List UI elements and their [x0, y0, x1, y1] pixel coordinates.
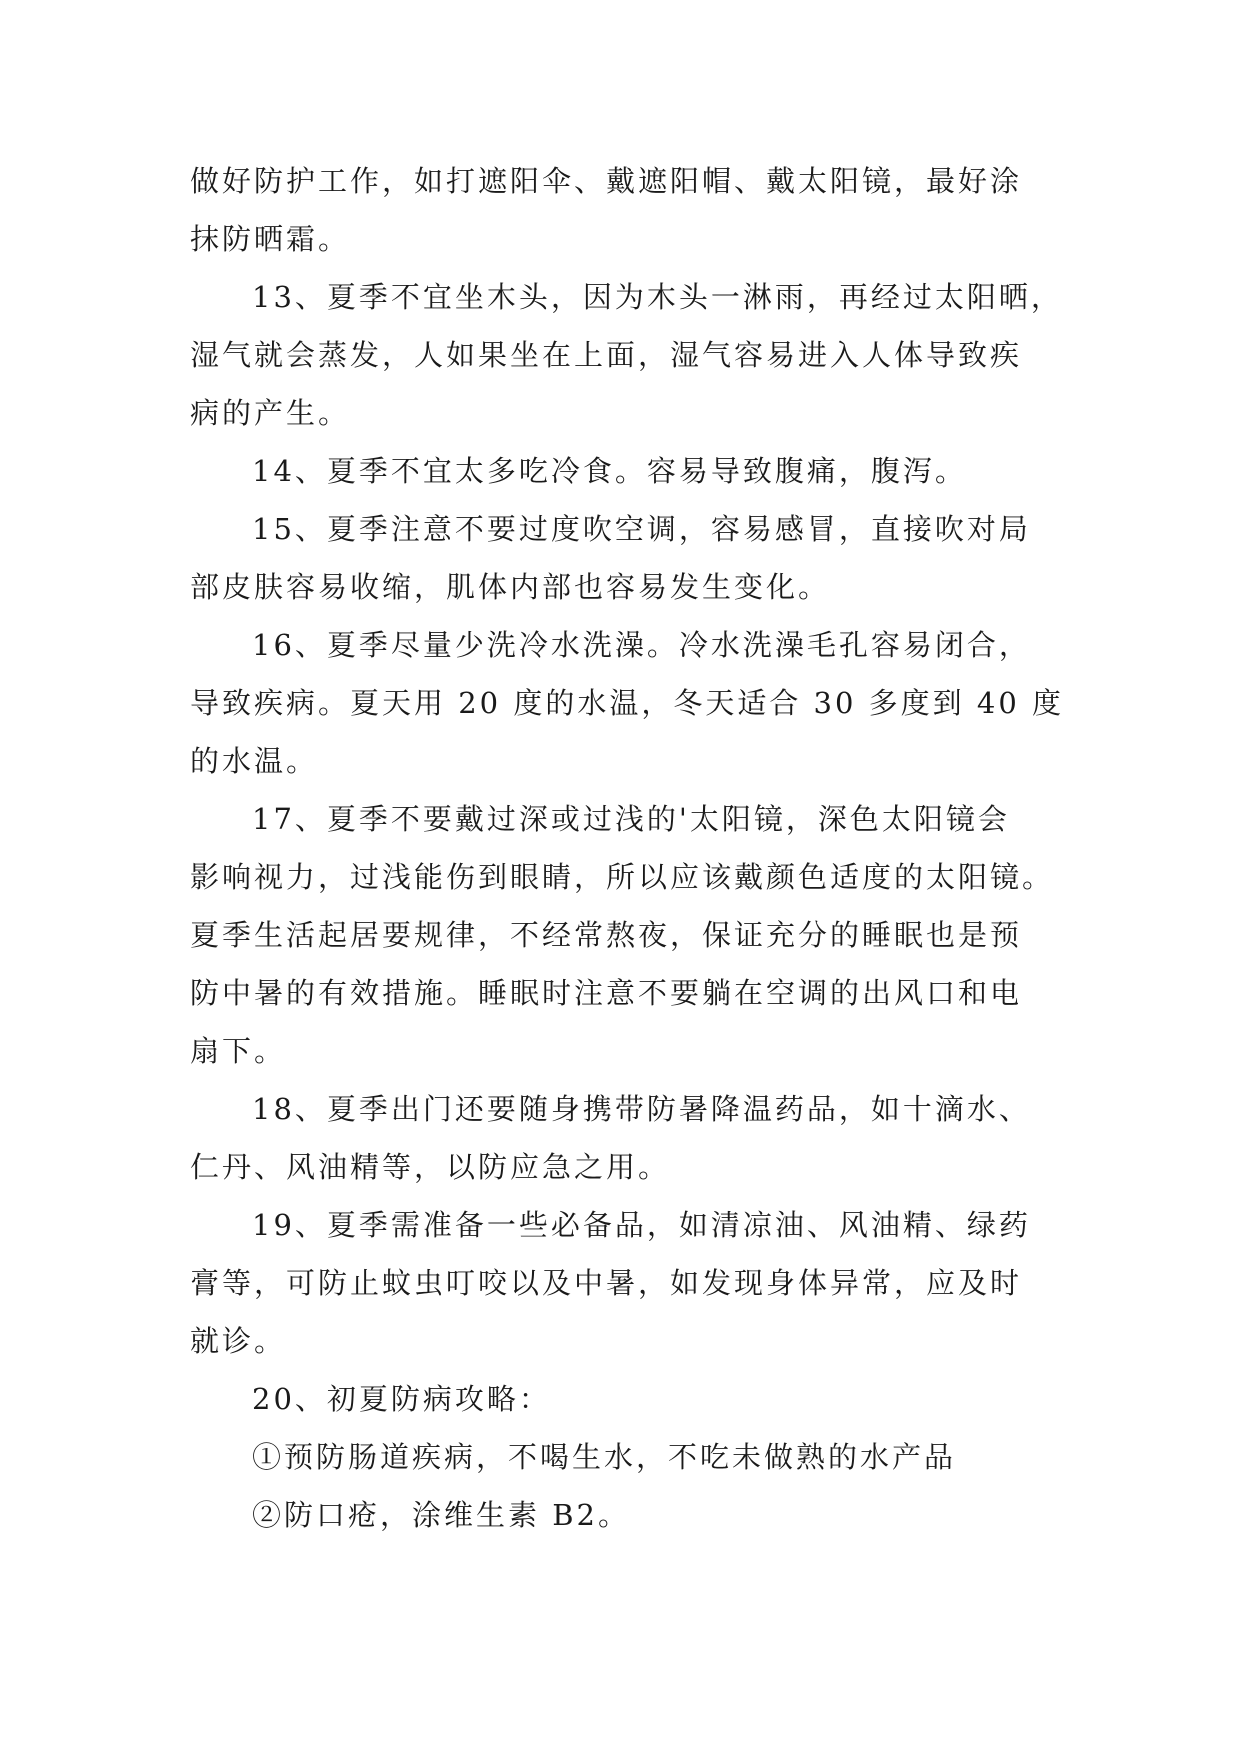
document-body	[190, 152, 1065, 1544]
paragraph-line: 病的产生。	[190, 396, 351, 430]
paragraph-line: 做好防护工作，如打遮阳伞、戴遮阳帽、戴太阳镜，最好涂	[190, 164, 1023, 198]
paragraph-line: 膏等，可防止蚊虫叮咬以及中暑，如发现身体异常，应及时	[190, 1266, 1023, 1300]
paragraph-line: 导致疾病。夏天用 20 度的水温，冬天适合 30 多度到 40 度	[190, 686, 1065, 720]
list-item: ②防口疮，涂维生素 B2。	[252, 1498, 630, 1532]
paragraph-line: 扇下。	[190, 1034, 287, 1068]
paragraph-line: 18、夏季出门还要随身携带防暑降温药品，如十滴水、	[252, 1092, 1031, 1126]
list-item: ①预防肠道疾病，不喝生水，不吃未做熟的水产品	[252, 1440, 957, 1474]
paragraph-line: 的水温。	[190, 744, 319, 778]
paragraph-line: 16、夏季尽量少洗冷水洗澡。冷水洗澡毛孔容易闭合，	[252, 628, 1031, 662]
paragraph-line: 抹防晒霜。	[190, 222, 351, 256]
paragraph-line: 15、夏季注意不要过度吹空调，容易感冒，直接吹对局	[252, 512, 1031, 546]
paragraph-line: 仁丹、风油精等，以防应急之用。	[190, 1150, 671, 1184]
paragraph-line: 影响视力，过浅能伤到眼睛，所以应该戴颜色适度的太阳镜。	[190, 860, 1055, 894]
paragraph-line: 就诊。	[190, 1324, 287, 1358]
paragraph-line: 20、初夏防病攻略：	[252, 1382, 551, 1416]
paragraph-line: 13、夏季不宜坐木头，因为木头一淋雨，再经过太阳晒，	[252, 280, 1063, 314]
paragraph-line: 防中暑的有效措施。睡眠时注意不要躺在空调的出风口和电	[190, 976, 1023, 1010]
paragraph-line: 17、夏季不要戴过深或过浅的'太阳镜，深色太阳镜会	[252, 802, 1010, 836]
paragraph-line: 夏季生活起居要规律，不经常熬夜，保证充分的睡眠也是预	[190, 918, 1023, 952]
paragraph-line: 19、夏季需准备一些必备品，如清凉油、风油精、绿药	[252, 1208, 1031, 1242]
paragraph-line: 湿气就会蒸发，人如果坐在上面，湿气容易进入人体导致疾	[190, 338, 1023, 372]
paragraph-line: 14、夏季不宜太多吃冷食。容易导致腹痛，腹泻。	[252, 454, 967, 488]
paragraph-line: 部皮肤容易收缩，肌体内部也容易发生变化。	[190, 570, 831, 604]
